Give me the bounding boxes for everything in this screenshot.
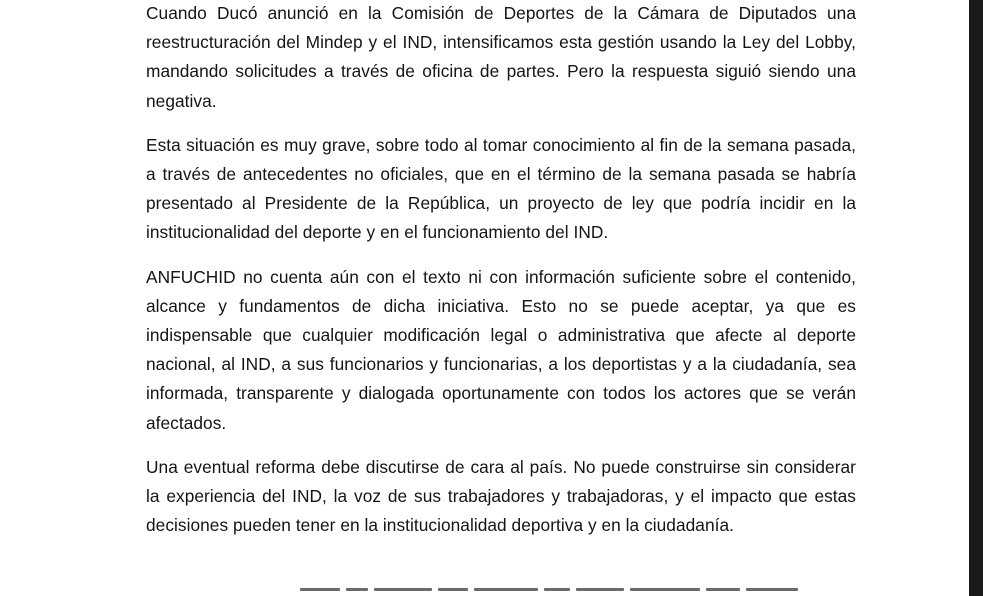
page-edge-border xyxy=(969,0,983,596)
cut-off-text-line xyxy=(300,588,820,596)
paragraph-3: ANFUCHID no cuenta aún con el texto ni con información suficiente sobre el contenido, alcance y fundamentos de dicha iniciativa. Esto no se puede aceptar, ya que es indispensable que cualquier modificación legal o administrativa que afecte al deporte nacional, al IND, a sus funcionarios y funcionarias, a los deportistas y a la ciudadanía, sea informada, transparente y dialogada oportunamente con todos los actores que se verán afectados. xyxy=(146,266,856,433)
document-body xyxy=(146,0,856,540)
paragraph-2: Esta situación es muy grave, sobre todo al tomar conocimiento al fin de la semana pasada, a través de antecedentes no oficiales, que en el término de la semana pasada se habría presentado al Presidente de la República, un proyecto de ley que podría incidir en la institucionalidad del deporte y en el funcionamiento del IND. xyxy=(146,134,856,243)
paragraph-4: Una eventual reforma debe discutirse de cara al país. No puede construirse sin considerar la experiencia del IND, la voz de sus trabajadores y trabajadoras, y el impacto que estas decisiones pueden tener en la institucionalidad deportiva y en la ciudadanía. xyxy=(146,456,856,536)
paragraph-1: Cuando Ducó anunció en la Comisión de Deportes de la Cámara de Diputados una reestructuración del Mindep y el IND, intensificamos esta gestión usando la Ley del Lobby, mandando solicitudes a través de oficina de partes. Pero la respuesta siguió siendo una negativa. xyxy=(146,3,856,111)
